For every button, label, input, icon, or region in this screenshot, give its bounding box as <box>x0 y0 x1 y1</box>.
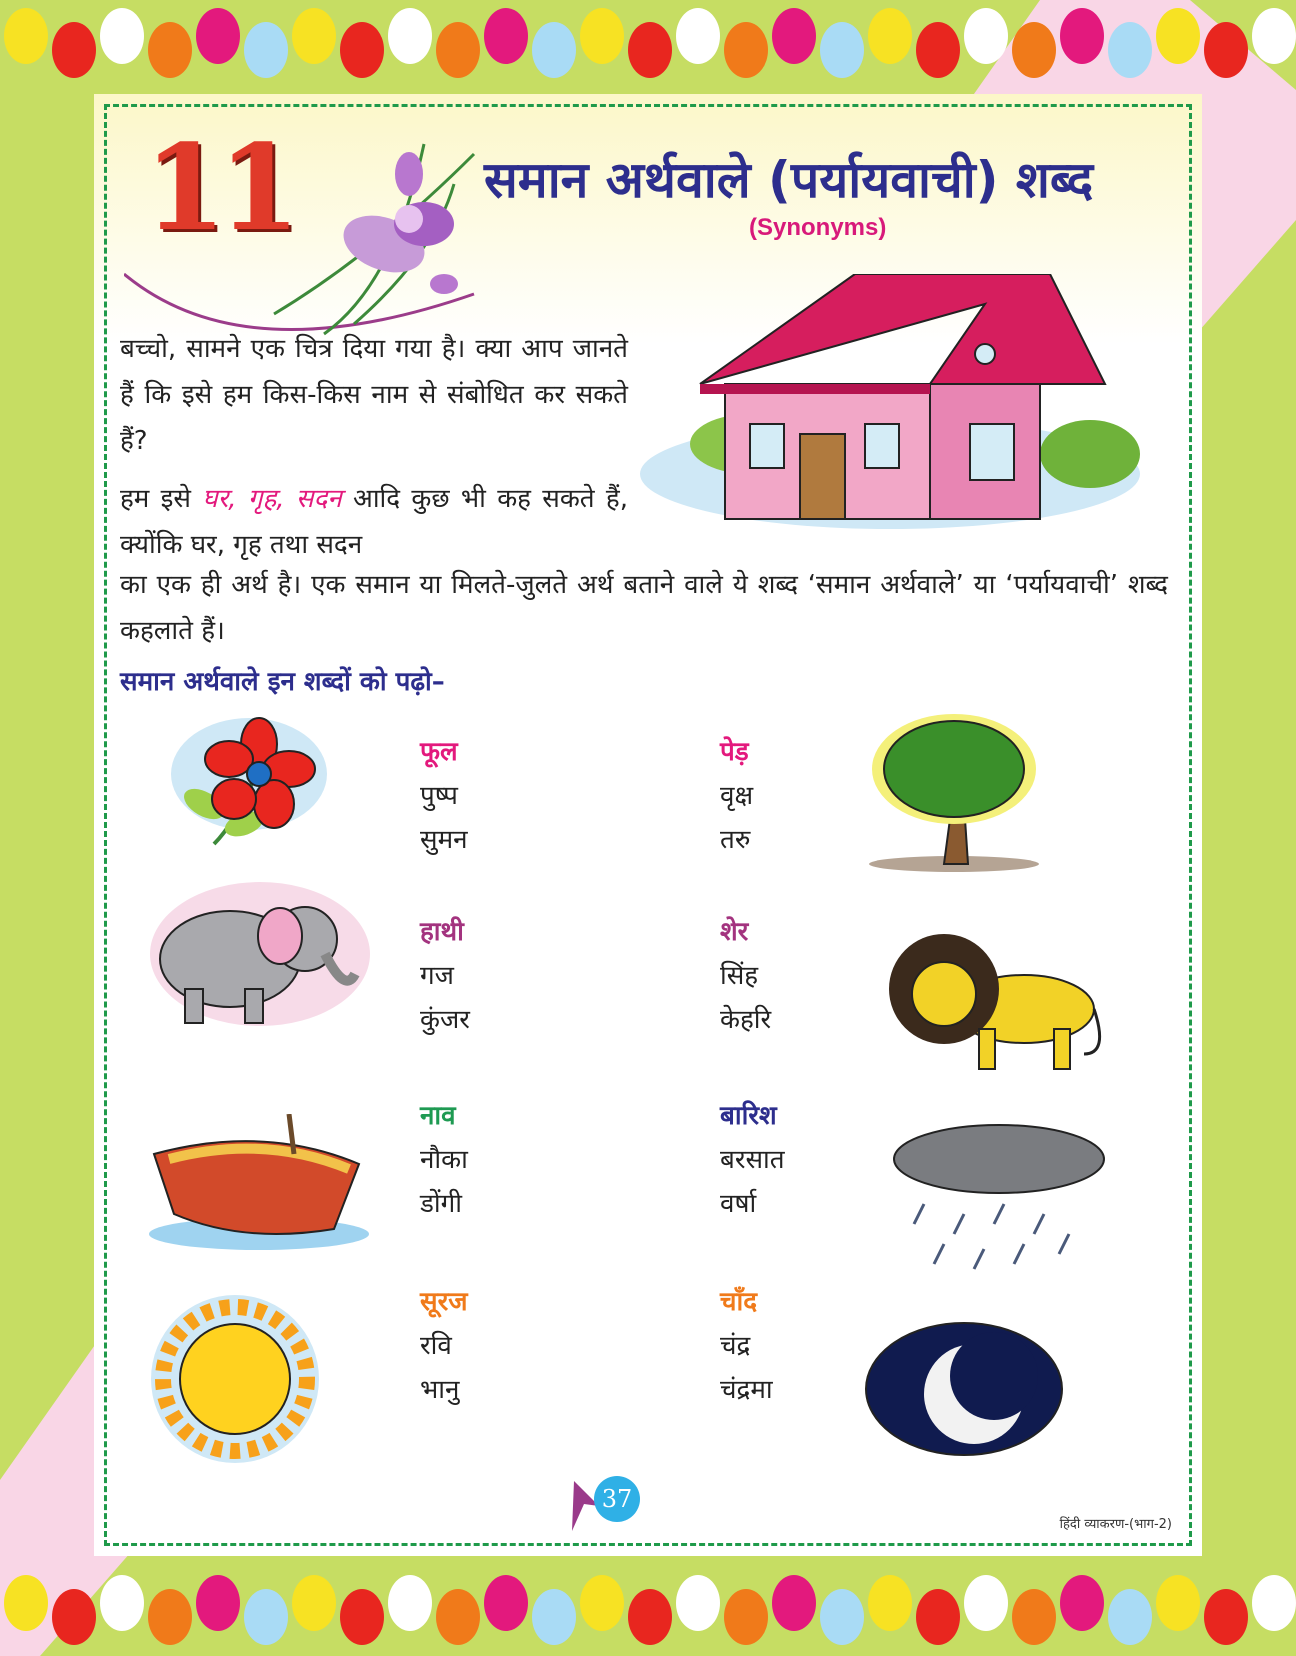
decorative-dot <box>580 8 624 64</box>
decorative-dot <box>196 1575 240 1631</box>
word-head: नाव <box>420 1101 456 1131</box>
highlighted-words: घर, गृह, सदन <box>202 484 342 514</box>
chapter-title: समान अर्थवाले (पर्यायवाची) शब्द <box>484 151 1094 209</box>
decorative-dot <box>964 8 1008 64</box>
decorative-dot <box>628 1589 672 1645</box>
rain-cloud-icon <box>884 1124 1114 1284</box>
decorative-dot <box>388 8 432 64</box>
moon-icon <box>864 1314 1064 1464</box>
chapter-number: 11 <box>144 118 293 257</box>
decorative-dot <box>676 8 720 64</box>
decorative-dot <box>772 1575 816 1631</box>
footer-book-title: हिंदी व्याकरण-(भाग-2) <box>1059 1517 1172 1532</box>
synonym: पुष्प <box>420 781 458 811</box>
synonym: डोंगी <box>420 1189 463 1219</box>
decorative-dot <box>916 22 960 78</box>
word-head: सूरज <box>420 1287 468 1317</box>
decorative-dot <box>532 1589 576 1645</box>
decorative-dot <box>148 22 192 78</box>
word-head: हाथी <box>420 917 464 947</box>
synonym: वृक्ष <box>720 781 754 811</box>
lion-icon <box>884 924 1104 1084</box>
synonym: सुमन <box>420 825 468 855</box>
page-number-badge <box>564 1476 633 1540</box>
decorative-dot <box>244 22 288 78</box>
decorative-dot <box>820 1589 864 1645</box>
decorative-dot <box>436 22 480 78</box>
synonym: चंद्रमा <box>720 1375 773 1405</box>
decorative-dot <box>1108 22 1152 78</box>
word-group-elephant <box>420 910 470 1042</box>
word-group-moon <box>720 1280 773 1412</box>
decorative-dot <box>100 8 144 64</box>
decorative-dot <box>1252 1575 1296 1631</box>
word-group-rain <box>720 1094 785 1226</box>
decorative-dot <box>1156 8 1200 64</box>
word-head: पेड़ <box>720 737 749 767</box>
word-head: बारिश <box>720 1101 777 1131</box>
word-group-sun <box>420 1280 468 1412</box>
synonym: नौका <box>420 1145 468 1175</box>
decorative-dot <box>1060 8 1104 64</box>
decorative-dot <box>1108 1589 1152 1645</box>
intro-text: आदि कुछ भी कह सकते हैं, क्योंकि घर, गृह तथा सदन <box>120 484 628 560</box>
decorative-dot <box>628 22 672 78</box>
word-head: चाँद <box>720 1287 758 1317</box>
decorative-dot <box>196 8 240 64</box>
decorative-dot <box>4 1575 48 1631</box>
tree-icon <box>864 704 1044 874</box>
decorative-dot <box>1204 22 1248 78</box>
decorative-dot <box>148 1589 192 1645</box>
decorative-dot <box>724 22 768 78</box>
synonym: केहरि <box>720 1005 772 1035</box>
decorative-dot <box>1012 1589 1056 1645</box>
decorative-dot <box>52 22 96 78</box>
decorative-dot <box>772 8 816 64</box>
word-group-lion <box>720 910 771 1042</box>
decorative-dot <box>484 8 528 64</box>
textbook-page <box>94 94 1202 1556</box>
word-group-flower <box>420 730 468 862</box>
synonym: भानु <box>420 1375 460 1405</box>
decorative-dot <box>916 1589 960 1645</box>
decorative-dot <box>484 1575 528 1631</box>
intro-paragraph-2 <box>120 476 628 568</box>
decorative-dot <box>244 1589 288 1645</box>
decorative-dot <box>52 1589 96 1645</box>
synonym: गज <box>420 961 454 991</box>
synonym: चंद्र <box>720 1331 751 1361</box>
decorative-dot <box>340 1589 384 1645</box>
house-illustration <box>630 274 1150 534</box>
decorative-dot <box>580 1575 624 1631</box>
decorative-dot <box>964 1575 1008 1631</box>
word-group-tree <box>720 730 753 862</box>
decorative-dot <box>436 1589 480 1645</box>
synonym: सिंह <box>720 961 759 991</box>
decorative-dot <box>100 1575 144 1631</box>
decorative-dot <box>820 22 864 78</box>
decorative-dot <box>868 1575 912 1631</box>
decorative-dot <box>388 1575 432 1631</box>
decorative-dot <box>292 1575 336 1631</box>
synonym: कुंजर <box>420 1005 470 1035</box>
boat-icon <box>144 1114 374 1254</box>
decorative-dot <box>868 8 912 64</box>
word-group-boat <box>420 1094 468 1226</box>
synonym: तरु <box>720 825 751 855</box>
decorative-dot <box>1252 8 1296 64</box>
flower-icon <box>164 714 334 854</box>
synonym: बरसात <box>720 1145 785 1175</box>
chapter-subtitle: (Synonyms) <box>749 214 887 241</box>
decorative-dot <box>676 1575 720 1631</box>
synonym: वर्षा <box>720 1189 757 1219</box>
read-heading: समान अर्थवाले इन शब्दों को पढ़ो– <box>120 667 445 697</box>
intro-text: हम इसे <box>120 484 191 514</box>
page-number: 37 <box>594 1476 640 1522</box>
word-head: शेर <box>720 917 749 947</box>
decorative-dot <box>1156 1575 1200 1631</box>
synonym: रवि <box>420 1331 452 1361</box>
decorative-dot <box>532 22 576 78</box>
sun-icon <box>150 1294 320 1464</box>
decorative-dot <box>1204 1589 1248 1645</box>
decorative-dot <box>4 8 48 64</box>
decorative-dot <box>1012 22 1056 78</box>
elephant-icon <box>130 874 370 1034</box>
decorative-dot <box>292 8 336 64</box>
decorative-dot <box>1060 1575 1104 1631</box>
decorative-dot <box>724 1589 768 1645</box>
word-head: फूल <box>420 737 458 767</box>
decorative-dot <box>340 22 384 78</box>
intro-paragraph-2-cont: का एक ही अर्थ है। एक समान या मिलते-जुलते अर्थ बताने वाले ये शब्द ‘समान अर्थवाले’ या ‘पर्यायवाची’ शब्द कहलाते हैं। <box>120 570 1168 646</box>
intro-paragraph-1: बच्चो, सामने एक चित्र दिया गया है। क्या आप जानते हैं कि इसे हम किस-किस नाम से संबोधित कर सकते हैं? <box>120 334 628 456</box>
